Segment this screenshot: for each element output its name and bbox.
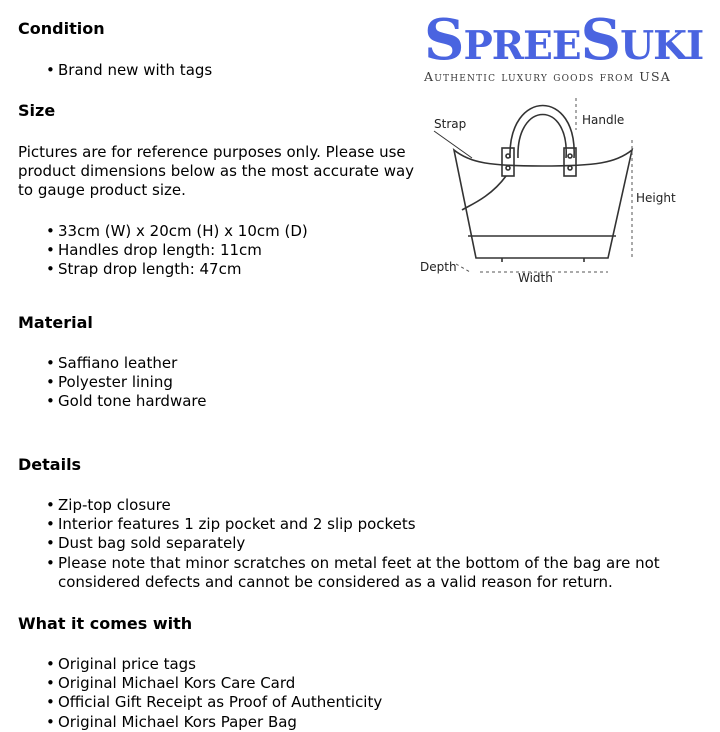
list-item: • Original price tags	[18, 655, 382, 674]
comes-with-heading: What it comes with	[18, 614, 193, 633]
label-width: Width	[518, 271, 553, 285]
list-item: • Brand new with tags	[18, 61, 212, 80]
bag-strap	[462, 176, 506, 210]
list-item: • Saffiano leather	[18, 354, 206, 373]
list-item: • Gold tone hardware	[18, 392, 206, 411]
material-list	[18, 354, 206, 412]
details-heading: Details	[18, 455, 82, 474]
condition-list	[18, 61, 212, 80]
comes-with-list	[18, 655, 382, 732]
list-item: • Zip-top closure	[18, 496, 703, 515]
material-heading: Material	[18, 313, 93, 332]
list-item: • Interior features 1 zip pocket and 2 slip pockets	[18, 515, 703, 534]
size-note: Pictures are for reference purposes only. Please use product dimensions below as the most accurate way to gauge product size.	[18, 143, 415, 200]
bag-body	[454, 150, 632, 258]
list-item: • Please note that minor scratches on metal feet at the bottom of the bag are not considered defects and cannot be considered as a valid reason for return.	[18, 554, 703, 592]
brand-logo	[424, 7, 716, 84]
list-item: • Polyester lining	[18, 373, 206, 392]
bag-size-diagram	[410, 88, 710, 288]
label-strap: Strap	[434, 117, 467, 131]
list-item: • Official Gift Receipt as Proof of Authenticity	[18, 693, 382, 712]
logo-tagline: Authentic luxury goods from USA	[424, 69, 672, 84]
label-depth: Depth	[420, 260, 457, 274]
list-item: • Dust bag sold separately	[18, 534, 703, 553]
label-height: Height	[636, 191, 676, 205]
list-item: • 33cm (W) x 20cm (H) x 10cm (D)	[18, 222, 308, 241]
label-handle: Handle	[582, 113, 625, 127]
list-item: • Original Michael Kors Paper Bag	[18, 713, 382, 732]
logo-wordmark: SpreeSuki	[424, 7, 704, 73]
size-heading: Size	[18, 101, 56, 120]
list-item: • Strap drop length: 47cm	[18, 260, 308, 279]
size-list	[18, 222, 308, 280]
condition-heading: Condition	[18, 19, 105, 38]
list-item: • Handles drop length: 11cm	[18, 241, 308, 260]
details-list	[18, 496, 703, 592]
list-item: • Original Michael Kors Care Card	[18, 674, 382, 693]
